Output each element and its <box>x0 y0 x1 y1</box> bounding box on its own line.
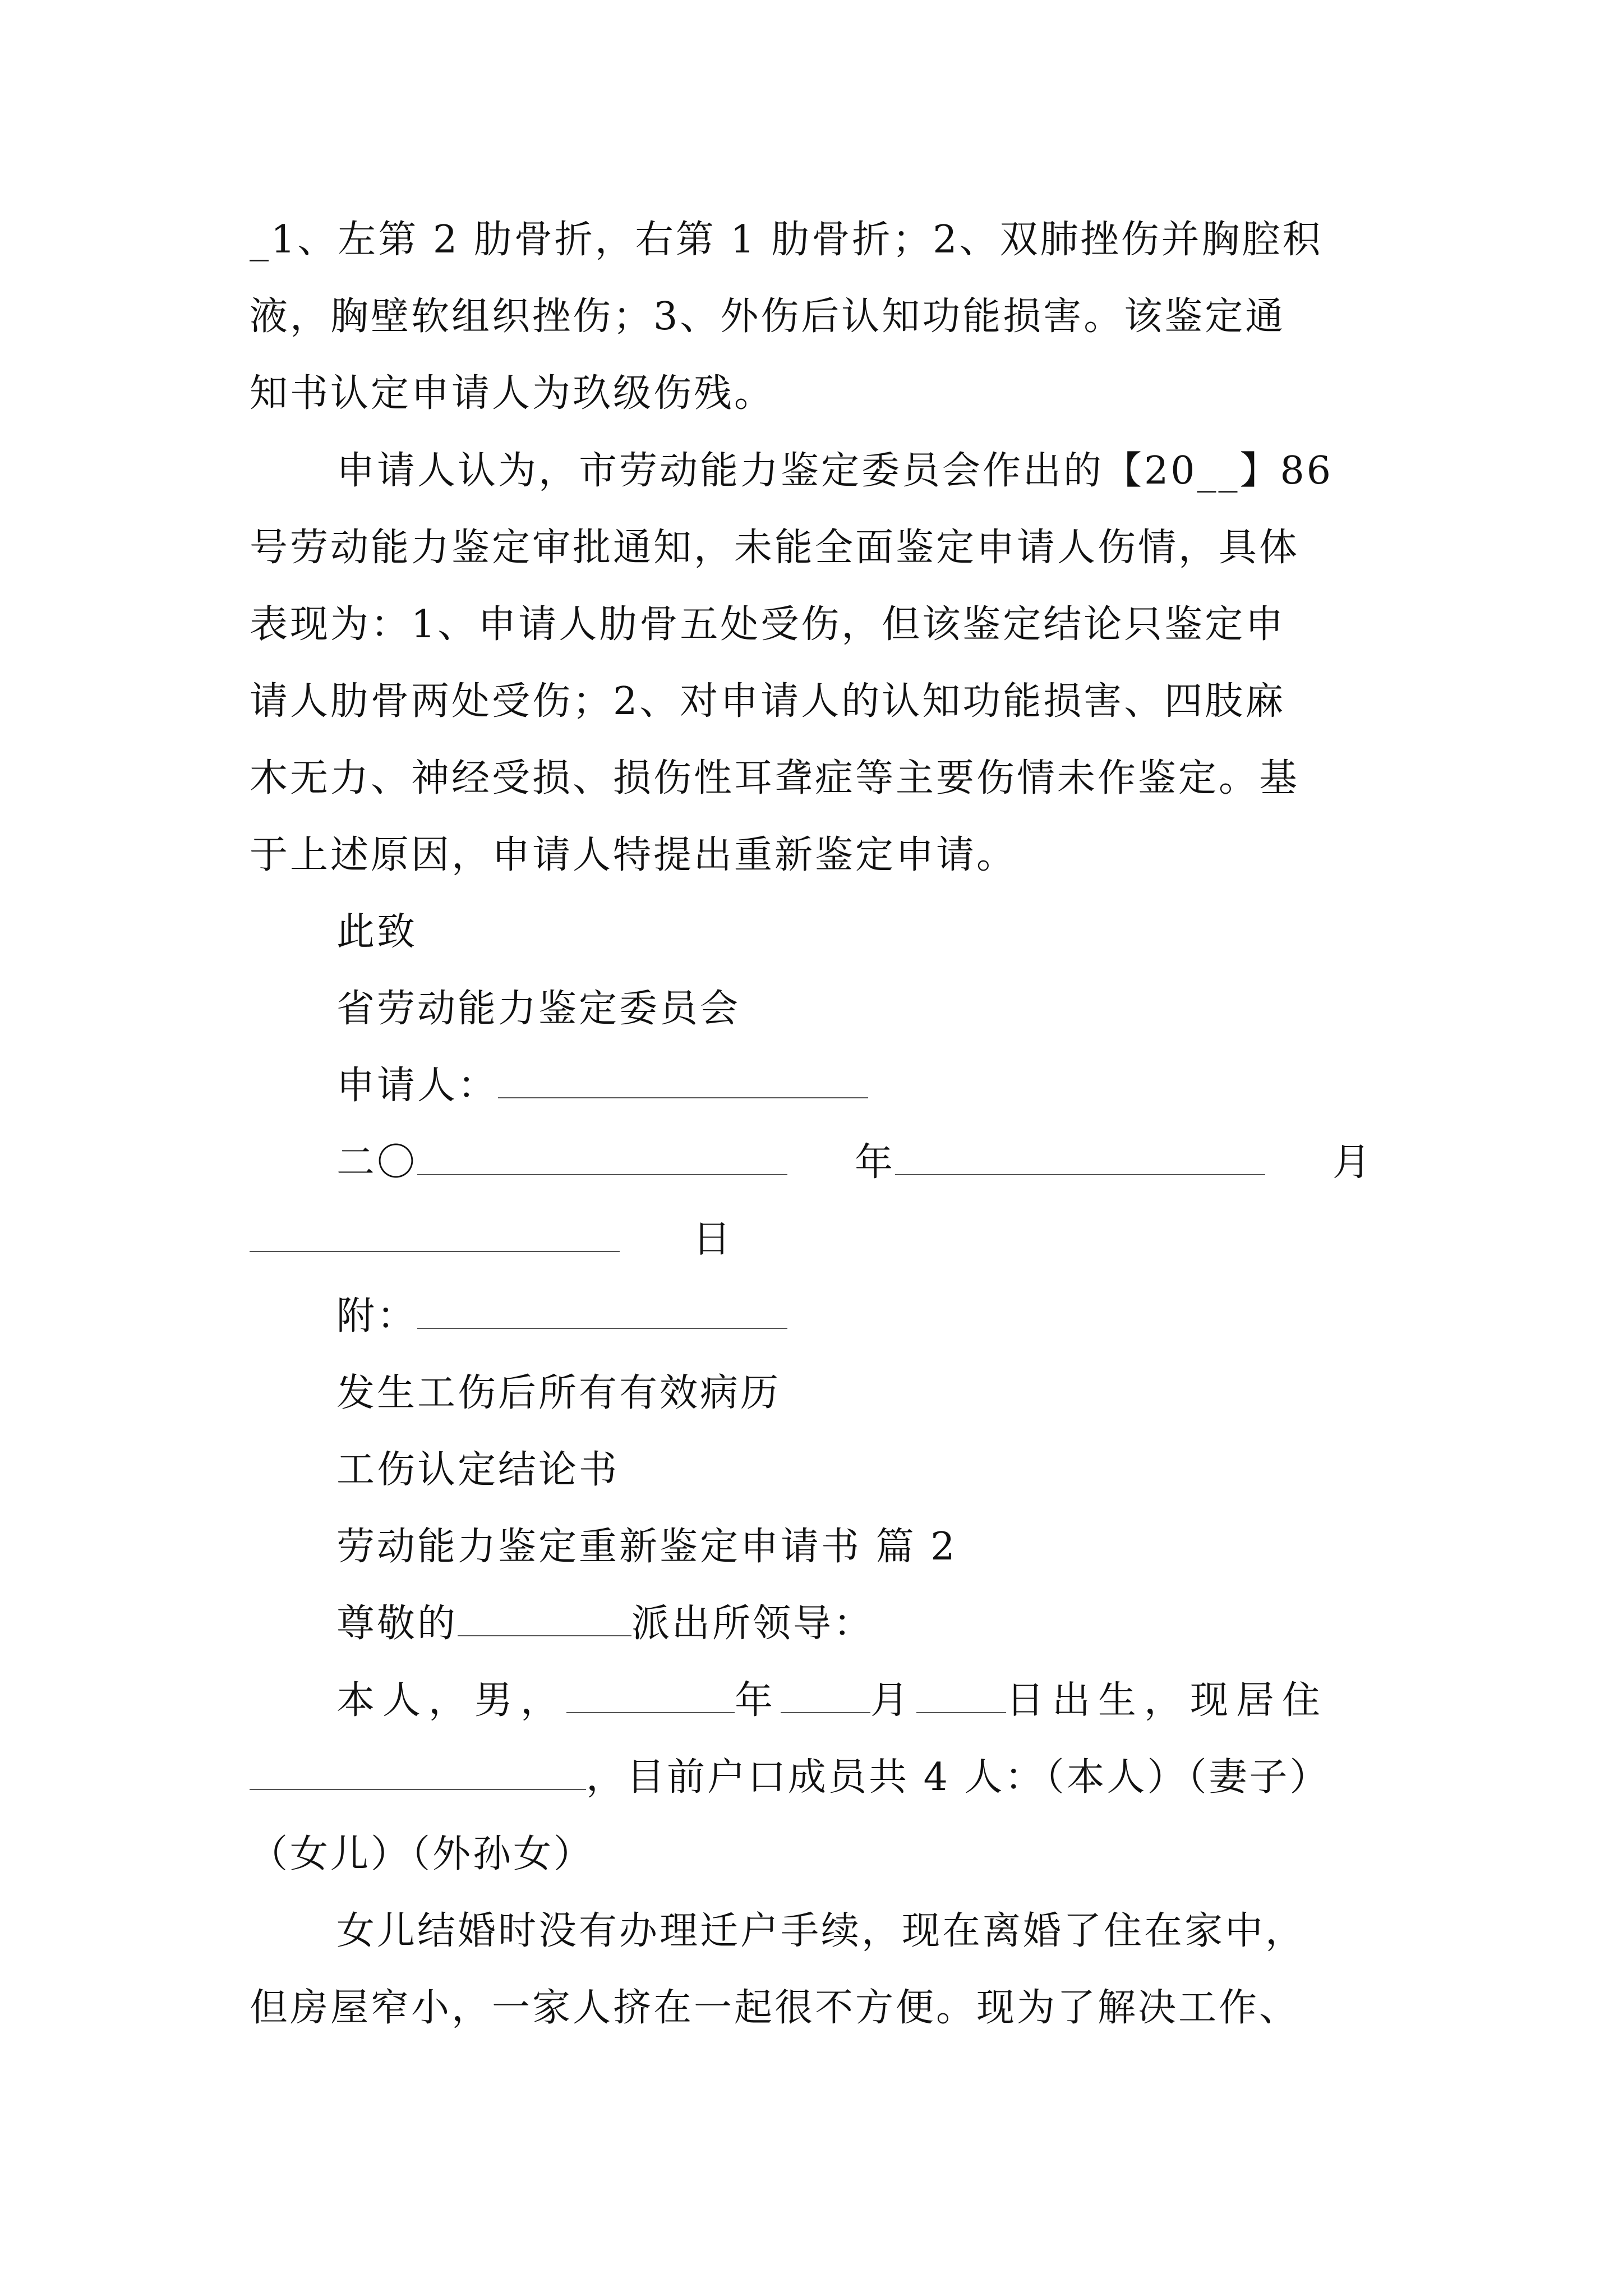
birth-day-label: 日出生，现居住 <box>1006 1678 1329 1723</box>
greeting-pre: 尊敬的 <box>336 1602 458 1646</box>
birth-intro: 本人，男， <box>336 1678 567 1723</box>
paragraph-line: 号劳动能力鉴定审批通知，未能全面鉴定申请人伤情，具体 <box>250 526 1300 570</box>
birth-month-label: 月 <box>870 1678 917 1723</box>
day-blank <box>250 1217 620 1252</box>
attachment-blank <box>417 1294 787 1329</box>
applicant-blank <box>498 1064 868 1098</box>
recipient: 省劳动能力鉴定委员会 <box>336 987 741 1031</box>
paragraph-line: 表现为：1、申请人肋骨五处受伤，但该鉴定结论只鉴定申 <box>250 602 1286 647</box>
paragraph-line: 知书认定申请人为玖级伤残。 <box>250 371 775 416</box>
year-label: 年 <box>855 1140 896 1185</box>
year-blank <box>417 1140 787 1175</box>
salutation: 此致 <box>336 910 418 954</box>
station-blank <box>458 1602 631 1636</box>
birth-year-blank <box>566 1678 735 1713</box>
date-line <box>336 1135 1373 1191</box>
household-line <box>250 1750 1330 1806</box>
birth-month-blank <box>781 1678 870 1713</box>
month-label: 月 <box>1332 1140 1373 1185</box>
address-blank <box>250 1755 586 1790</box>
paragraph-line: 请人肋骨两处受伤；2、对申请人的认知功能损害、四肢麻 <box>250 679 1286 724</box>
attachment-label: 附： <box>336 1294 418 1338</box>
paragraph-line: 申请人认为，市劳动能力鉴定委员会作出的【20__】86 <box>336 449 1334 493</box>
household-members: （女儿）（外孙女） <box>250 1832 594 1876</box>
paragraph-line: 女儿结婚时没有办理迁户手续，现在离婚了住在家中， <box>336 1909 1306 1953</box>
paragraph-line: 液，胸壁软组织挫伤；3、外伤后认知功能损害。该鉴定通 <box>250 295 1286 339</box>
month-blank <box>895 1140 1265 1175</box>
applicant-label: 申请人： <box>336 1064 499 1108</box>
attachment-item: 发生工伤后所有有效病历 <box>336 1371 781 1415</box>
greeting-line <box>336 1596 874 1652</box>
date-line-day <box>250 1212 733 1268</box>
attachment-item: 工伤认定结论书 <box>336 1448 620 1492</box>
attachment-line <box>336 1289 787 1345</box>
paragraph-line: 但房屋窄小，一家人挤在一起很不方便。现为了解决工作、 <box>250 1986 1300 2030</box>
date-prefix: 二〇 <box>336 1140 418 1185</box>
birth-day-blank <box>916 1678 1006 1713</box>
household-text: ，目前户口成员共 4 人：（本人）（妻子） <box>586 1755 1330 1800</box>
birth-year-label: 年 <box>735 1678 781 1723</box>
paragraph-line: 木无力、神经受损、损伤性耳聋症等主要伤情未作鉴定。基 <box>250 756 1300 800</box>
paragraph-line: 于上述原因，申请人特提出重新鉴定申请。 <box>250 833 1017 877</box>
birth-line <box>336 1673 1328 1729</box>
greeting-post: 派出所领导： <box>631 1602 874 1646</box>
day-label: 日 <box>693 1217 734 1262</box>
applicant-line <box>336 1058 868 1114</box>
section-title: 劳动能力鉴定重新鉴定申请书 篇 2 <box>336 1525 957 1569</box>
paragraph-line: _1、左第 2 肋骨折，右第 1 肋骨折；2、双肺挫伤并胸腔积 <box>250 218 1323 262</box>
